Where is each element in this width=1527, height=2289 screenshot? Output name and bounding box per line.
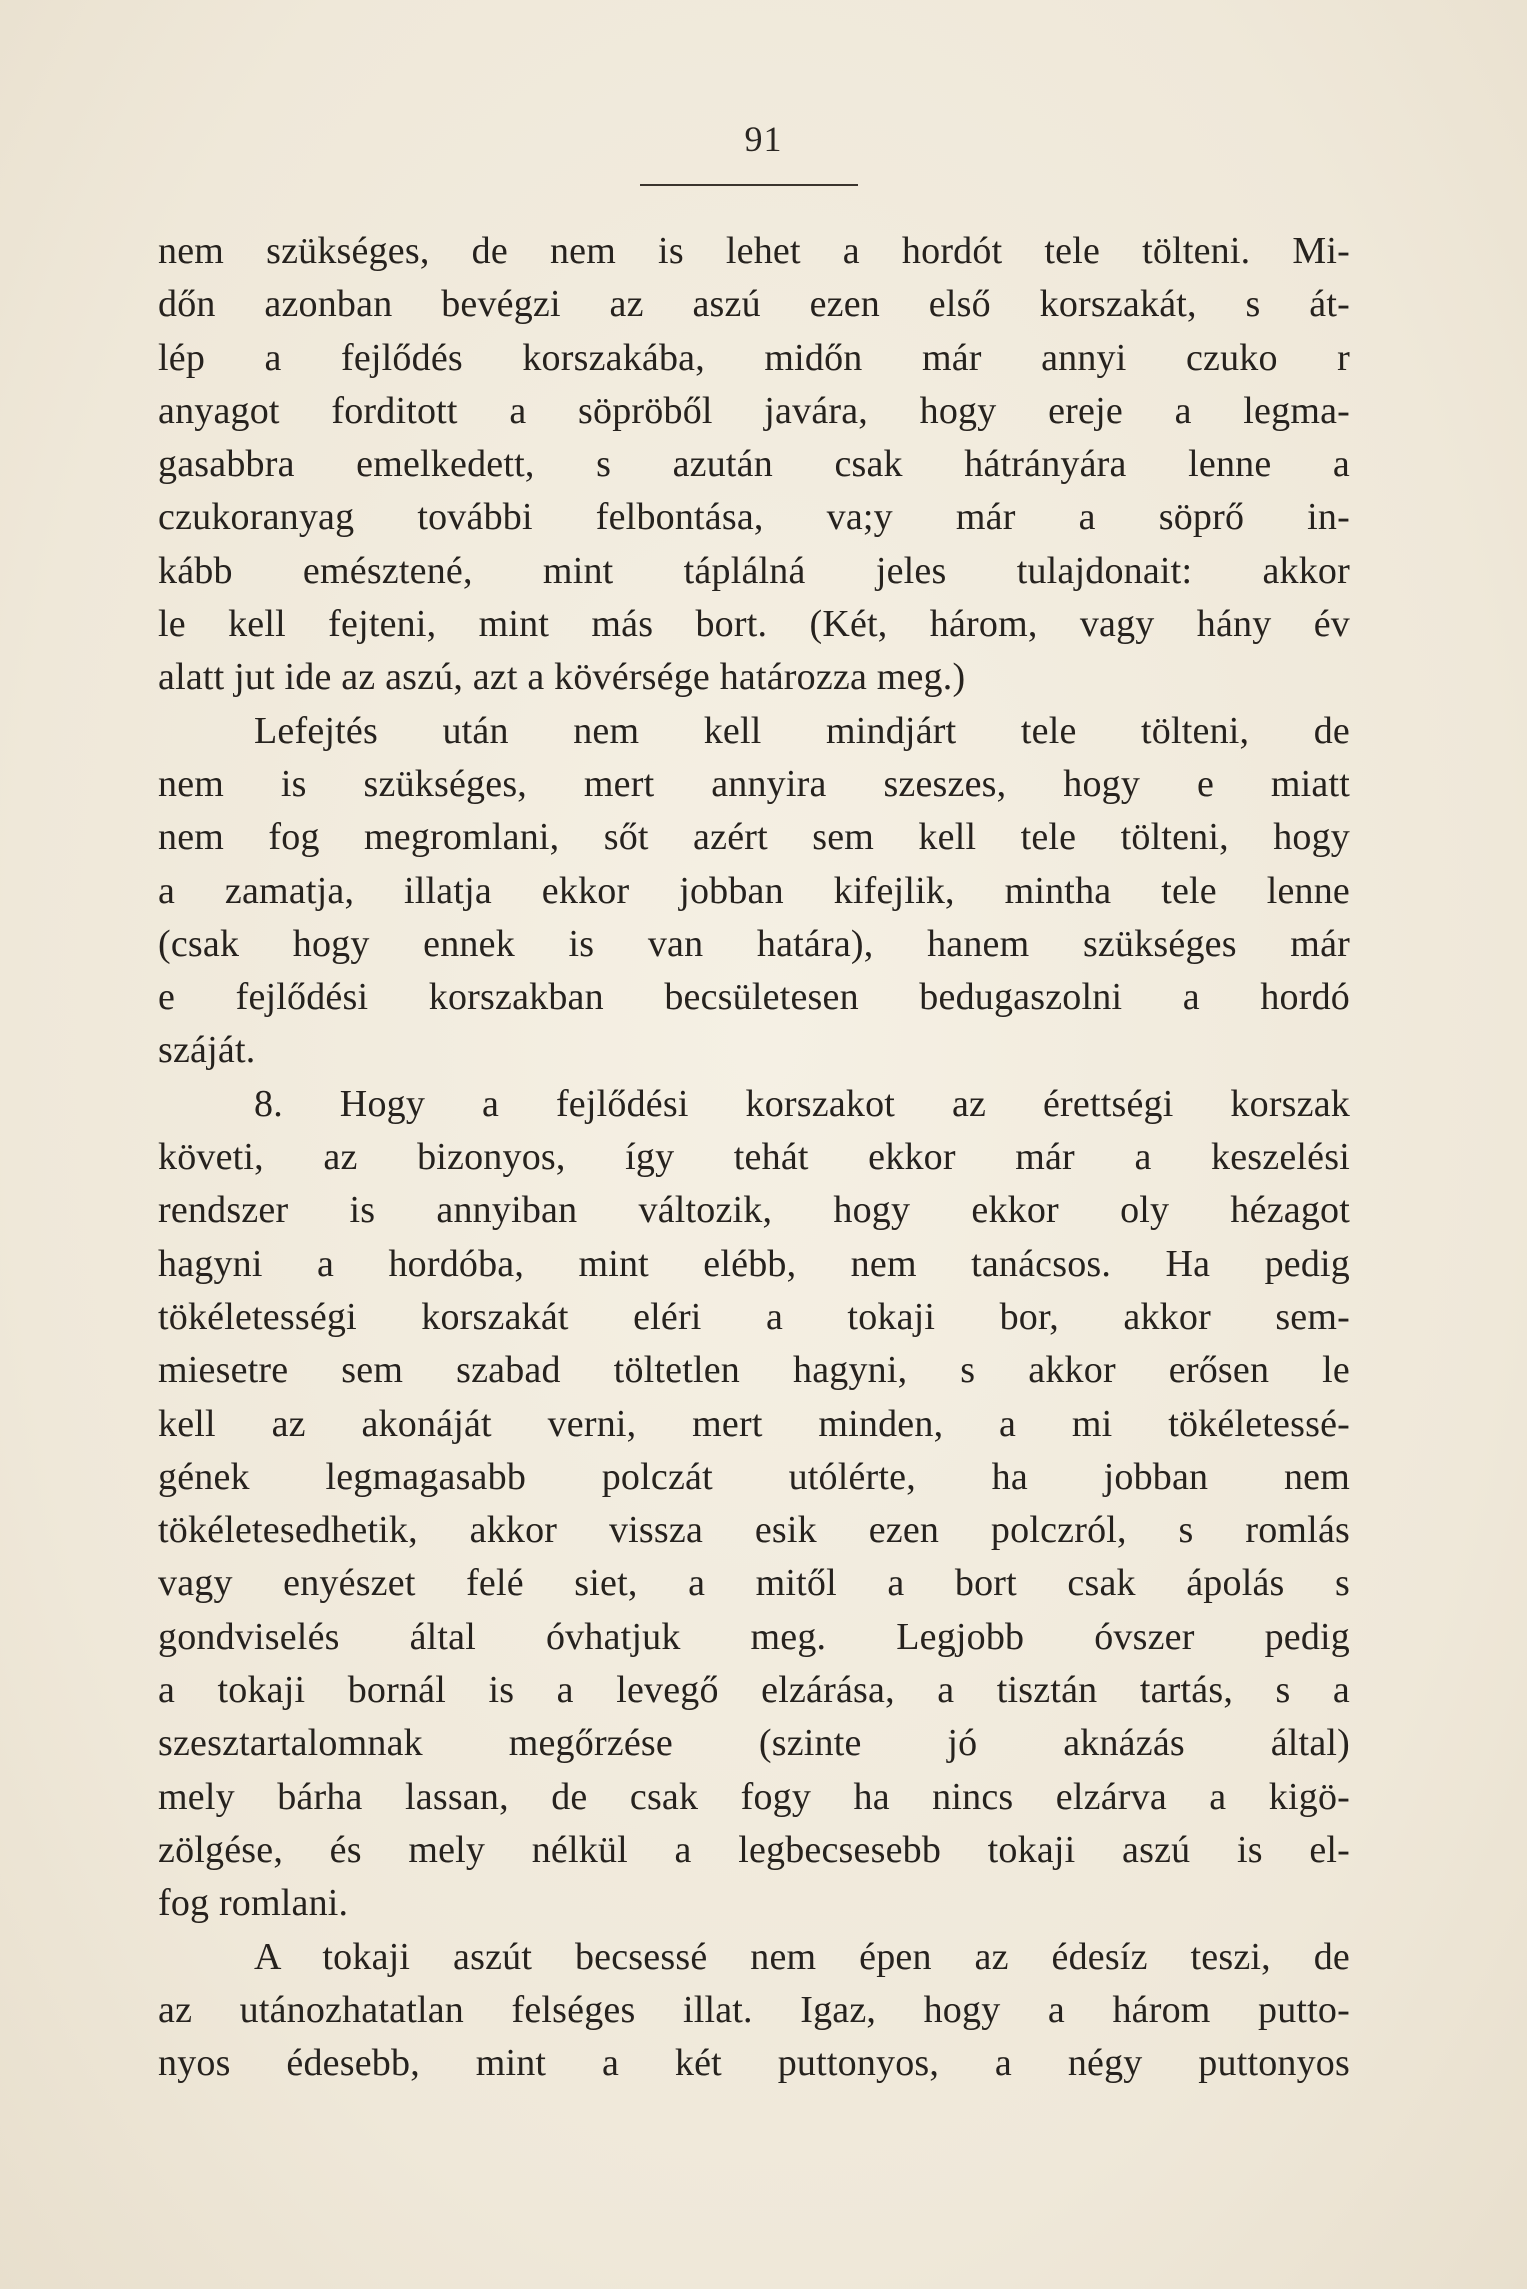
text-line: kell az akonáját verni, mert minden, a mi tökéletessé- [158,1402,1350,1445]
text-line: gondviselés által óvhatjuk meg. Legjobb óvszer pedig [158,1615,1350,1658]
page-number: 91 [744,119,783,159]
text-line: lép a fejlődés korszakába, midőn már annyi czuko r [158,336,1350,379]
text-line: alatt jut ide az aszú, azt a kövérsége határozza meg.) [158,656,966,699]
text-line: nem is szükséges, mert annyira szeszes, hogy e miatt [158,762,1350,805]
text-line: az utánozhatatlan felséges illat. Igaz, hogy a három putto- [158,1988,1350,2031]
text-line: nem szükséges, de nem is lehet a hordót tele tölteni. Mi- [158,230,1350,272]
text-line: dőn azonban bevégzi az aszú ezen első korszakát, s át- [158,283,1350,326]
text-line: tökéletesedhetik, akkor vissza esik ezen polczról, s romlás [158,1509,1350,1552]
text-line: czukoranyag további felbontása, va;y már a söprő in- [158,496,1350,539]
text-line: gének legmagasabb polczát utólérte, ha jobban nem [158,1455,1350,1498]
text-line: e fejlődési korszakban becsületesen bedugaszolni a hordó [158,976,1350,1019]
text-line: a zamatja, illatja ekkor jobban kifejlik, mintha tele lenne [158,869,1350,912]
text-line: anyagot forditott a söpröből javára, hogy ereje a legma- [158,389,1350,432]
text-line: (csak hogy ennek is van határa), hanem szükséges már [158,922,1350,965]
text-line: rendszer is annyiban változik, hogy ekkor oly hézagot [158,1189,1350,1232]
text-line: gasabbra emelkedett, s azután csak hátrányára lenne a [158,443,1350,486]
text-line: száját. [158,1029,256,1072]
text-line: a tokaji bornál is a levegő elzárása, a tisztán tartás, s a [158,1669,1350,1712]
text-line: Lefejtés után nem kell mindjárt tele tölteni, de [254,709,1350,752]
text-line: mely bárha lassan, de csak fogy ha nincs elzárva a kigö- [158,1775,1350,1818]
text-line: nyos édesebb, mint a két puttonyos, a négy puttonyos [158,2042,1350,2085]
text-line: nem fog megromlani, sőt azért sem kell tele tölteni, hogy [158,816,1350,859]
text-line: szesztartalomnak megőrzése (szinte jó aknázás által) [158,1722,1350,1765]
body-text [158,225,1350,2090]
text-line: vagy enyészet felé siet, a mitől a bort csak ápolás s [158,1562,1350,1605]
text-line: tökéletességi korszakát eléri a tokaji bor, akkor sem- [158,1295,1350,1338]
header-rule [640,184,858,186]
text-line: le kell fejteni, mint más bort. (Két, három, vagy hány év [158,603,1350,646]
text-line: fog romlani. [158,1882,349,1925]
text-line: 8. Hogy a fejlődési korszakot az érettségi korszak [254,1082,1350,1125]
text-line: követi, az bizonyos, így tehát ekkor már a keszelési [158,1136,1350,1179]
text-line: hagyni a hordóba, mint elébb, nem tanácsos. Ha pedig [158,1242,1350,1285]
text-line: miesetre sem szabad töltetlen hagyni, s akkor erősen le [158,1349,1350,1392]
text-line: A tokaji aszút becsessé nem épen az édesíz teszi, de [254,1935,1350,1978]
text-line: kább emésztené, mint táplálná jeles tulajdonait: akkor [158,549,1350,592]
text-line: zölgése, és mely nélkül a legbecsesebb tokaji aszú is el- [158,1828,1350,1871]
